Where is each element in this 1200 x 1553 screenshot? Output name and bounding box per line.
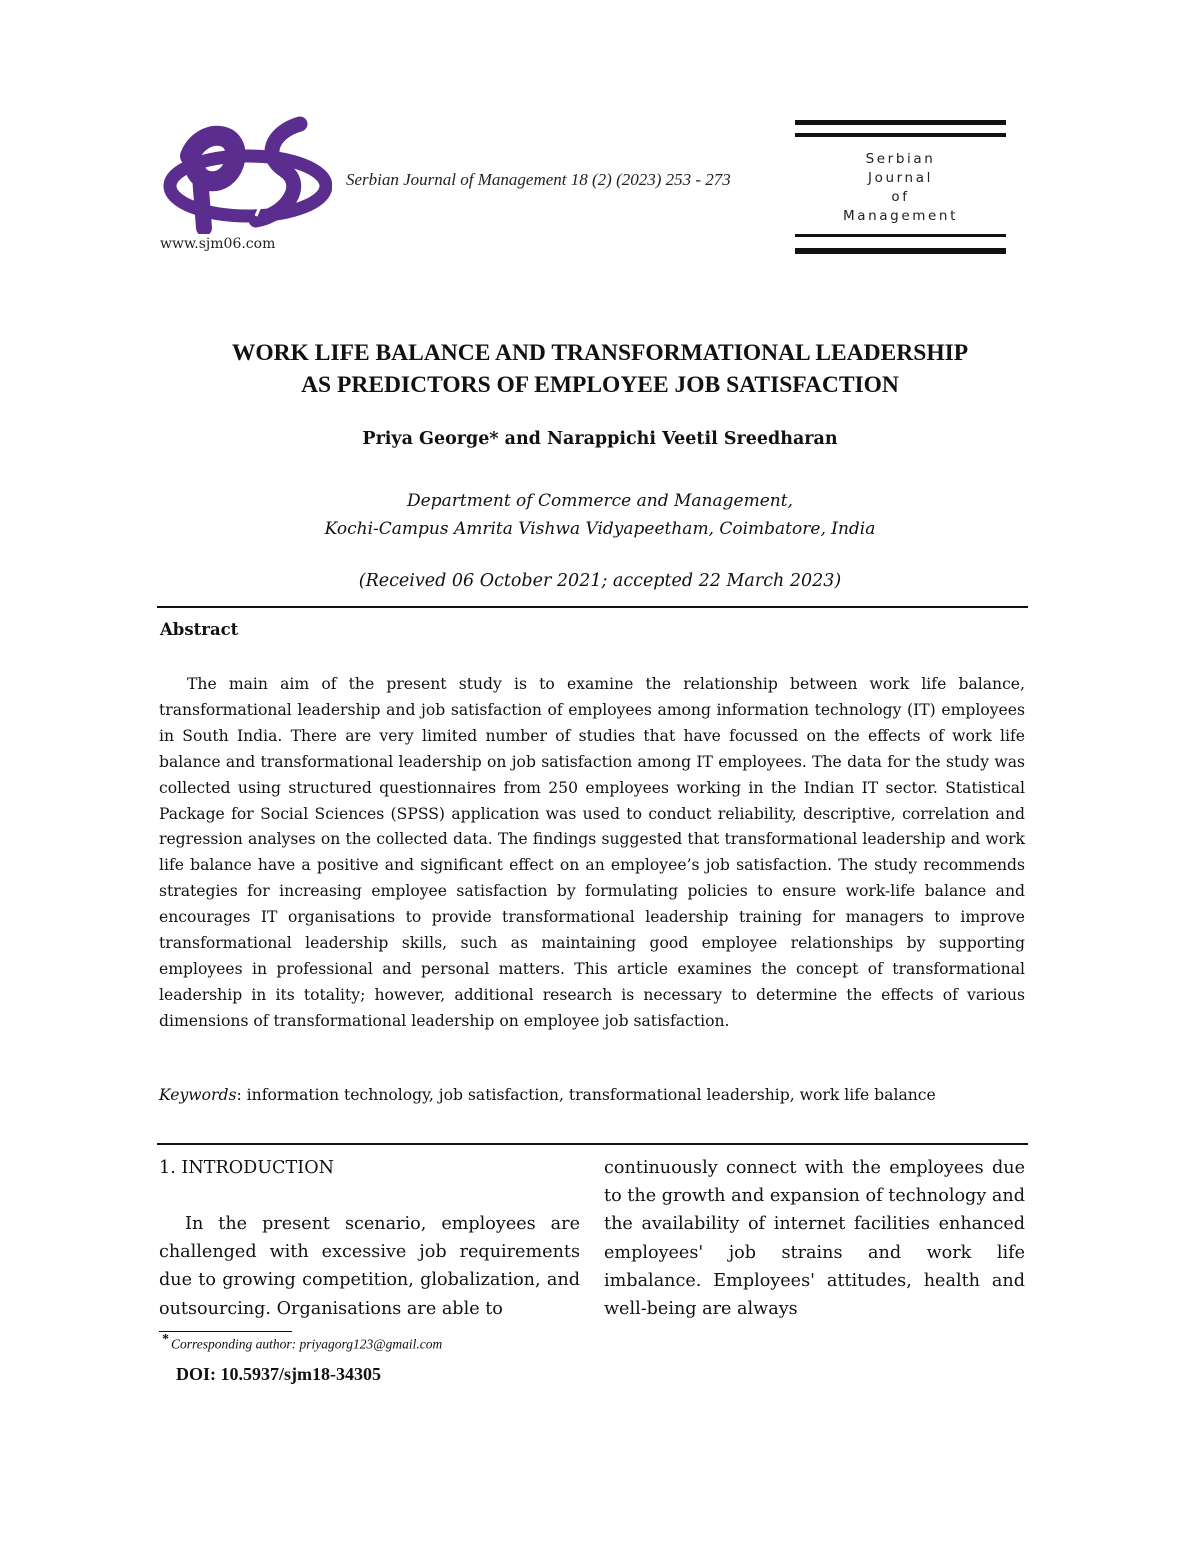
journal-logo xyxy=(160,116,332,234)
section-heading: 1. INTRODUCTION xyxy=(159,1158,335,1178)
article-title xyxy=(100,337,1100,401)
footnote-text: Corresponding author: priyagorg123@gmail.com xyxy=(171,1336,443,1352)
journal-website-url[interactable]: www.sjm06.com xyxy=(160,236,276,252)
keywords-list: : information technology, job satisfaction, transformational leadership, work life balance xyxy=(236,1086,936,1104)
divider-top xyxy=(157,606,1028,608)
left-column xyxy=(159,1154,580,1323)
abstract-body: The main aim of the present study is to examine the relationship between work life balance, transformational leadership and job satisfaction of employees among information technology (IT) employees in South India. There are very limited number of studies that have focussed on the effects of work life balance and transformational leadership on job satisfaction among IT employees. The data for the study was collected using structured questionnaires from 250 employees working in the Indian IT sector. Statistical Package for Social Sciences (SPSS) application was used to conduct reliability, descriptive, correlation and regression analyses on the collected data. The findings suggested that transformational leadership and work life balance have a positive and significant effect on an employee’s job satisfaction. The study recommends strategies for increasing employee satisfaction by formulating policies to ensure work-life balance and encourages IT organisations to provide transformational leadership training for managers to improve transformational leadership skills, such as maintaining good employee relationships by supporting employees in professional and personal matters. This article examines the concept of transformational leadership in its totality; however, additional research is necessary to determine the effects of various dimensions of transformational leadership on employee job satisfaction. xyxy=(159,675,1025,1030)
brand-name-line: Management xyxy=(843,208,958,224)
journal-brand-name xyxy=(795,150,1006,226)
brand-name-line: of xyxy=(891,189,910,205)
keywords xyxy=(159,1086,1025,1104)
abstract-heading: Abstract xyxy=(160,620,239,639)
affiliation-line: Kochi-Campus Amrita Vishwa Vidyapeetham, Coimbatore, India xyxy=(324,519,876,539)
received-dates: (Received 06 October 2021; accepted 22 March 2023) xyxy=(358,571,842,591)
doi[interactable]: DOI: 10.5937/sjm18-34305 xyxy=(176,1364,381,1384)
right-column xyxy=(604,1154,1025,1323)
author-affiliation xyxy=(100,487,1100,543)
article-authors: Priya George* and Narappichi Veetil Sreedharan xyxy=(362,429,838,449)
brand-name-line: Journal xyxy=(868,170,933,186)
journal-citation: Serbian Journal of Management 18 (2) (2023) 253 - 273 xyxy=(346,170,731,189)
article-title-line: AS PREDICTORS OF EMPLOYEE JOB SATISFACTION xyxy=(301,372,899,398)
intro-paragraph-left: In the present scenario, employees are challenged with excessive job requirements due to growing competition, globalization, and outsourcing. Organisations are able to xyxy=(159,1214,580,1319)
corresponding-author-footnote xyxy=(162,1332,442,1353)
affiliation-line: Department of Commerce and Management, xyxy=(407,491,793,511)
brand-top-bar xyxy=(795,120,1006,125)
footnote-marker: * xyxy=(162,1332,169,1347)
article-title-line: WORK LIFE BALANCE AND TRANSFORMATIONAL LEADERSHIP xyxy=(231,340,969,366)
brand-bottom-bar xyxy=(795,234,1006,237)
brand-bottom-bar-2 xyxy=(795,248,1006,254)
brand-name-line: Serbian xyxy=(865,151,936,167)
journal-brand-block xyxy=(795,120,1006,258)
divider-bottom xyxy=(157,1143,1028,1145)
keywords-label: Keywords xyxy=(159,1086,237,1104)
brand-top-bar-2 xyxy=(795,133,1006,137)
intro-paragraph-right: continuously connect with the employees due to the growth and expansion of technology and the availability of internet facilities enhanced employees' job strains and work life imbalance. Employees' attitudes, health and well-being are always xyxy=(604,1158,1025,1320)
